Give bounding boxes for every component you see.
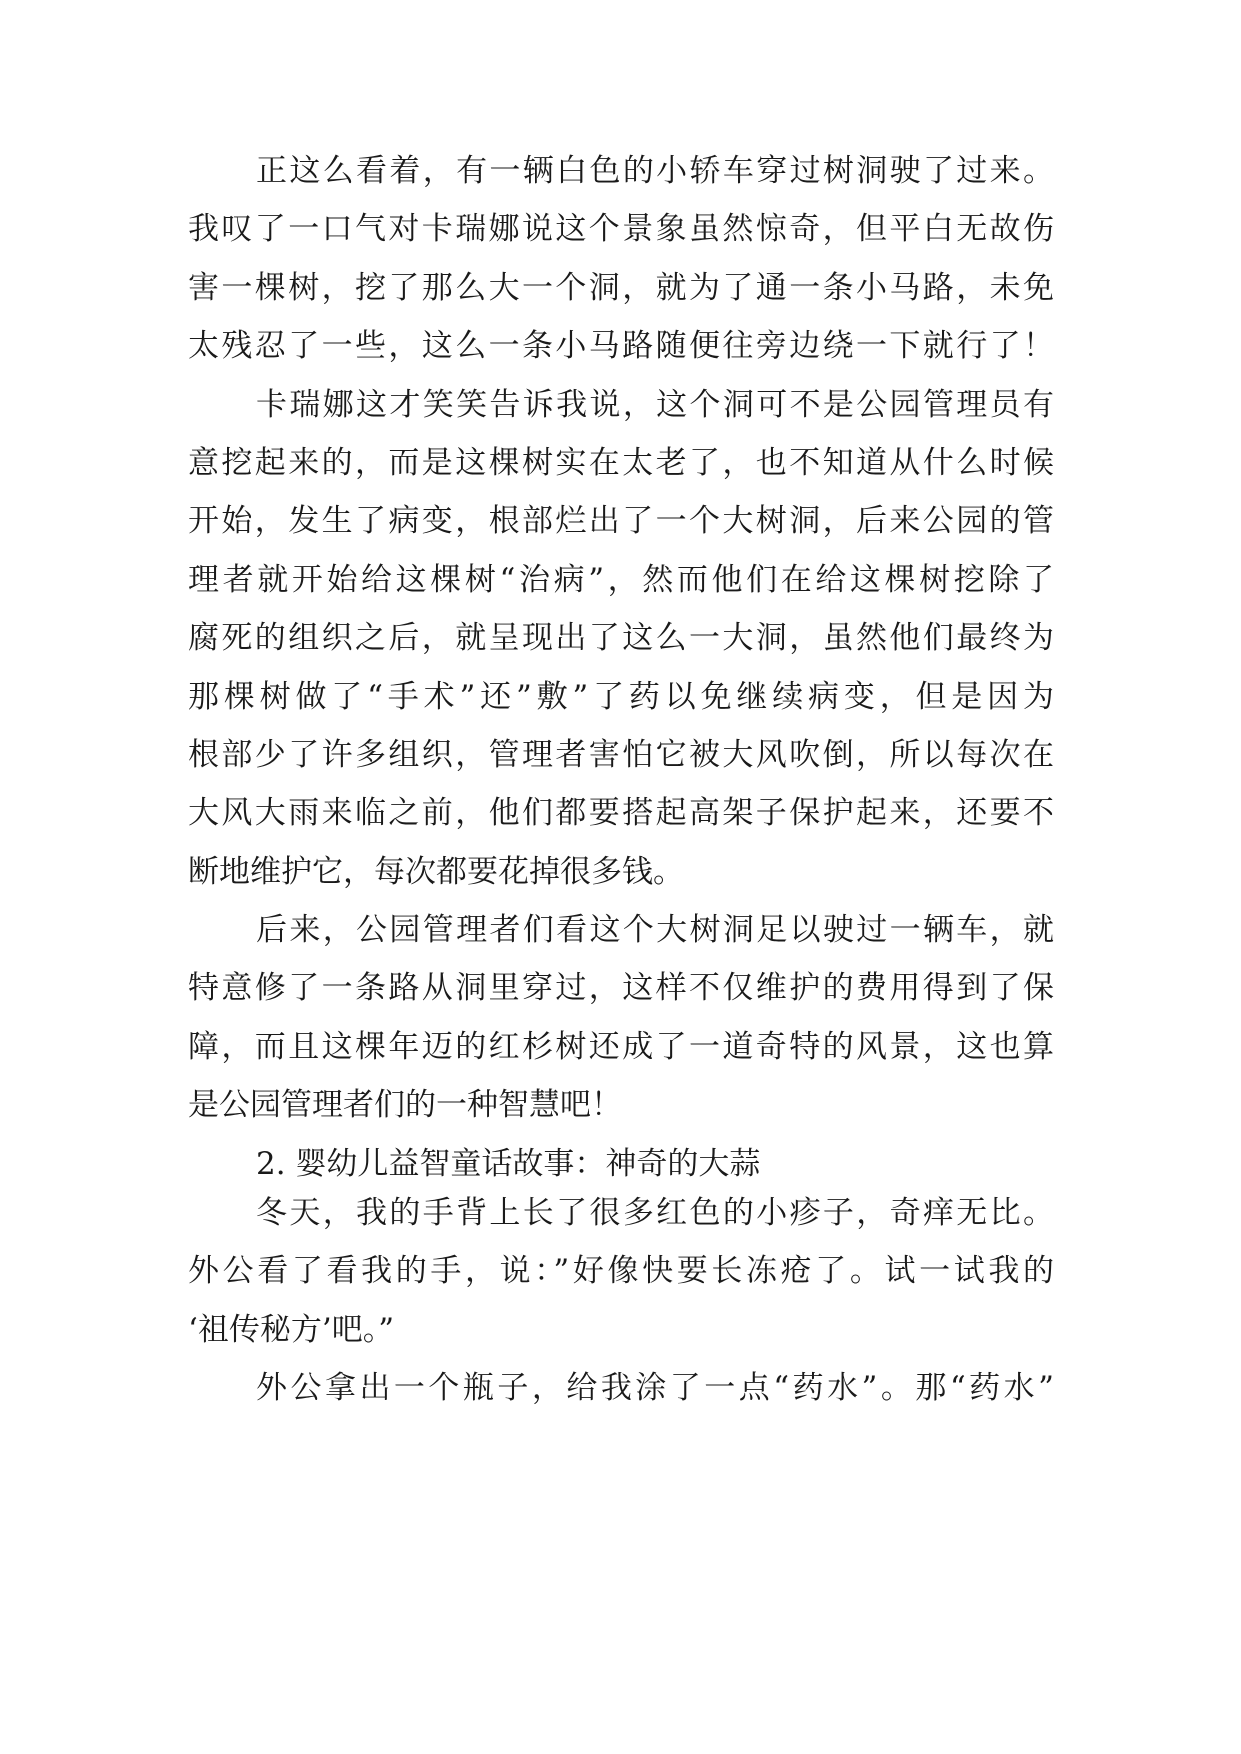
text-line: 后来，公园管理者们看这个大树洞足以驶过一辆车，就 — [256, 912, 1054, 949]
text-line: 根部少了许多组织，管理者害怕它被大风吹倒，所以每次在 — [188, 736, 1054, 773]
text-line: 断地维护它，每次都要花掉很多钱。 — [188, 853, 684, 890]
text-line: 意挖起来的，而是这棵树实在太老了，也不知道从什么时候 — [188, 444, 1054, 481]
section-heading: 2. 婴幼儿益智童话故事：神奇的大蒜 — [256, 1145, 761, 1182]
paragraph — [188, 142, 1054, 376]
paragraph — [188, 1184, 1054, 1359]
text-line: 太残忍了一些，这么一条小马路随便往旁边绕一下就行了！ — [188, 328, 1054, 365]
paragraph — [188, 1359, 1054, 1417]
text-line: 腐死的组织之后，就呈现出了这么一大洞，虽然他们最终为 — [188, 620, 1054, 657]
text-line: 害一棵树，挖了那么大一个洞，就为了通一条小马路，未免 — [188, 269, 1054, 306]
text-line: 那棵树做了“手术”还”敷”了药以免继续病变，但是因为 — [188, 678, 1054, 715]
text-line: 正这么看着，有一辆白色的小轿车穿过树洞驶了过来。 — [256, 153, 1054, 189]
text-line: 障，而且这棵年迈的红杉树还成了一道奇特的风景，这也算 — [188, 1028, 1054, 1065]
text-line: 是公园管理者们的一种智慧吧！ — [188, 1087, 622, 1124]
text-line: 理者就开始给这棵树“治病”，然而他们在给这棵树挖除了 — [188, 561, 1054, 598]
text-line: 特意修了一条路从洞里穿过，这样不仅维护的费用得到了保 — [188, 970, 1054, 1007]
text-line: 外公拿出一个瓶子，给我涂了一点“药水”。那“药水” — [256, 1370, 1054, 1407]
paragraph — [188, 901, 1054, 1135]
text-line: ‘祖传秘方’吧。” — [188, 1311, 395, 1348]
paragraph — [188, 376, 1054, 902]
text-line: 外公看了看我的手，说：”好像快要长冻疮了。试一试我的 — [188, 1253, 1054, 1290]
text-line: 大风大雨来临之前，他们都要搭起高架子保护起来，还要不 — [188, 795, 1054, 832]
text-line: 冬天，我的手背上长了很多红色的小疹子，奇痒无比。 — [256, 1195, 1054, 1231]
story2-body — [188, 1184, 1054, 1418]
story1-body — [188, 142, 1054, 1193]
text-line: 我叹了一口气对卡瑞娜说这个景象虽然惊奇，但平白无故伤 — [188, 211, 1054, 248]
text-line: 开始，发生了病变，根部烂出了一个大树洞，后来公园的管 — [188, 503, 1054, 540]
text-line: 卡瑞娜这才笑笑告诉我说，这个洞可不是公园管理员有 — [256, 386, 1054, 423]
